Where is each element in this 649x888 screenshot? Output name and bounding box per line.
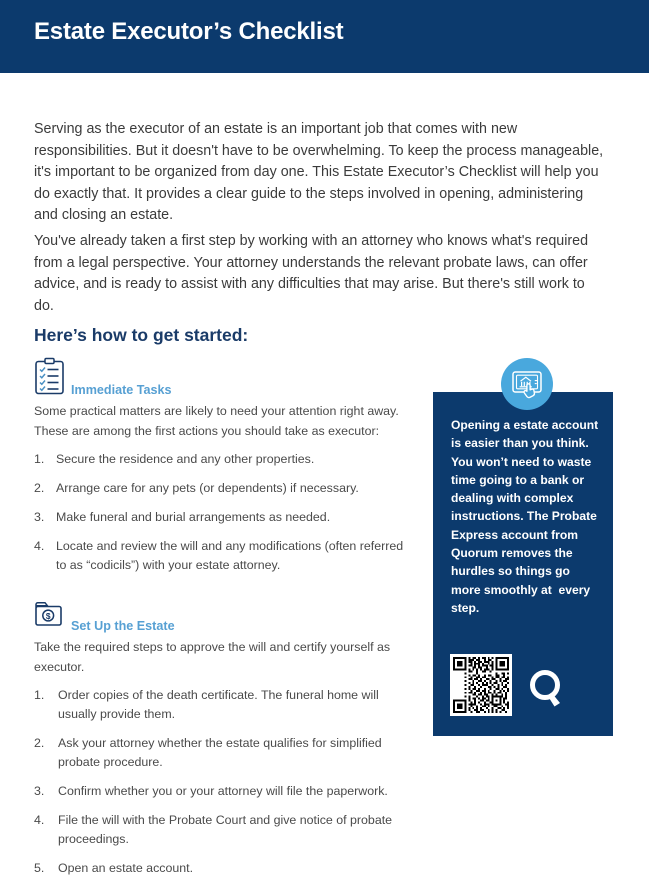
section-heading: Here’s how to get started: bbox=[34, 325, 249, 345]
immediate-tasks-step-list bbox=[0, 450, 430, 575]
block-description: Take the required steps to approve the will and certify yourself as executor. bbox=[34, 640, 391, 674]
list-item: Confirm whether you or your attorney will file the paperwork. bbox=[58, 784, 388, 798]
list-item: Ask your attorney whether the estate qualifies for simplified probate procedure. bbox=[58, 736, 382, 769]
page-header bbox=[0, 0, 649, 73]
quorum-q-logo bbox=[527, 667, 567, 709]
page-title: Estate Executor’s Checklist bbox=[34, 18, 344, 45]
qr-code[interactable] bbox=[450, 654, 512, 716]
block-header bbox=[0, 597, 430, 637]
tablet-bank-tap-icon bbox=[501, 358, 553, 410]
list-item: Locate and review the will and any modifications (often referred to as “codicils”) with your estate attorney. bbox=[56, 539, 404, 572]
folder-dollar-icon bbox=[34, 599, 65, 629]
block-title: Set Up the Estate bbox=[71, 619, 175, 633]
list-item: Order copies of the death certificate. The funeral home will usually provide them. bbox=[58, 688, 379, 721]
list-item: Open an estate account. bbox=[58, 861, 194, 875]
block-immediate-tasks bbox=[0, 357, 430, 575]
checklist-column bbox=[0, 357, 430, 888]
list-item: Make funeral and burial arrangements as needed. bbox=[56, 510, 331, 524]
block-header bbox=[0, 357, 430, 401]
list-item: File the will with the Probate Court and give notice of probate proceedings. bbox=[58, 813, 393, 846]
list-item: Secure the residence and any other properties. bbox=[56, 452, 315, 466]
svg-text:$: $ bbox=[45, 611, 51, 622]
promo-sidebar-panel bbox=[433, 392, 613, 736]
set-up-estate-step-list bbox=[0, 686, 430, 878]
promo-body-text: Opening a estate account is easier than you think. You won’t need to waste time going to a bank or dealing with complex instructions. The Probate Express account from Quorum removes the hurdles so things go more smoothly at every step. bbox=[451, 418, 602, 615]
intro-paragraph-2: You've already taken a first step by working with an attorney who knows what's required from a legal perspective. Your attorney understands the relevant probate laws, can offer advice, and is ready to assist with any difficulties that may arise. But there's still work to do. bbox=[34, 233, 589, 314]
block-title: Immediate Tasks bbox=[71, 383, 172, 397]
block-set-up-the-estate bbox=[0, 597, 430, 878]
block-description: Some practical matters are likely to need your attention right away. These are among the first actions you should take as executor: bbox=[34, 404, 399, 438]
intro-paragraph-1: Serving as the executor of an estate is an important job that comes with new responsibilities. But it doesn't have to be overwhelming. To keep the process manageable, it's important to be organized from day one. This Estate Executor’s Checklist will help you do exactly that. It provides a clear guide to the steps involved in opening, administering and closing an estate. bbox=[34, 121, 604, 224]
list-item: Arrange care for any pets (or dependents) if necessary. bbox=[56, 481, 359, 495]
clipboard-checklist-icon bbox=[34, 357, 65, 395]
